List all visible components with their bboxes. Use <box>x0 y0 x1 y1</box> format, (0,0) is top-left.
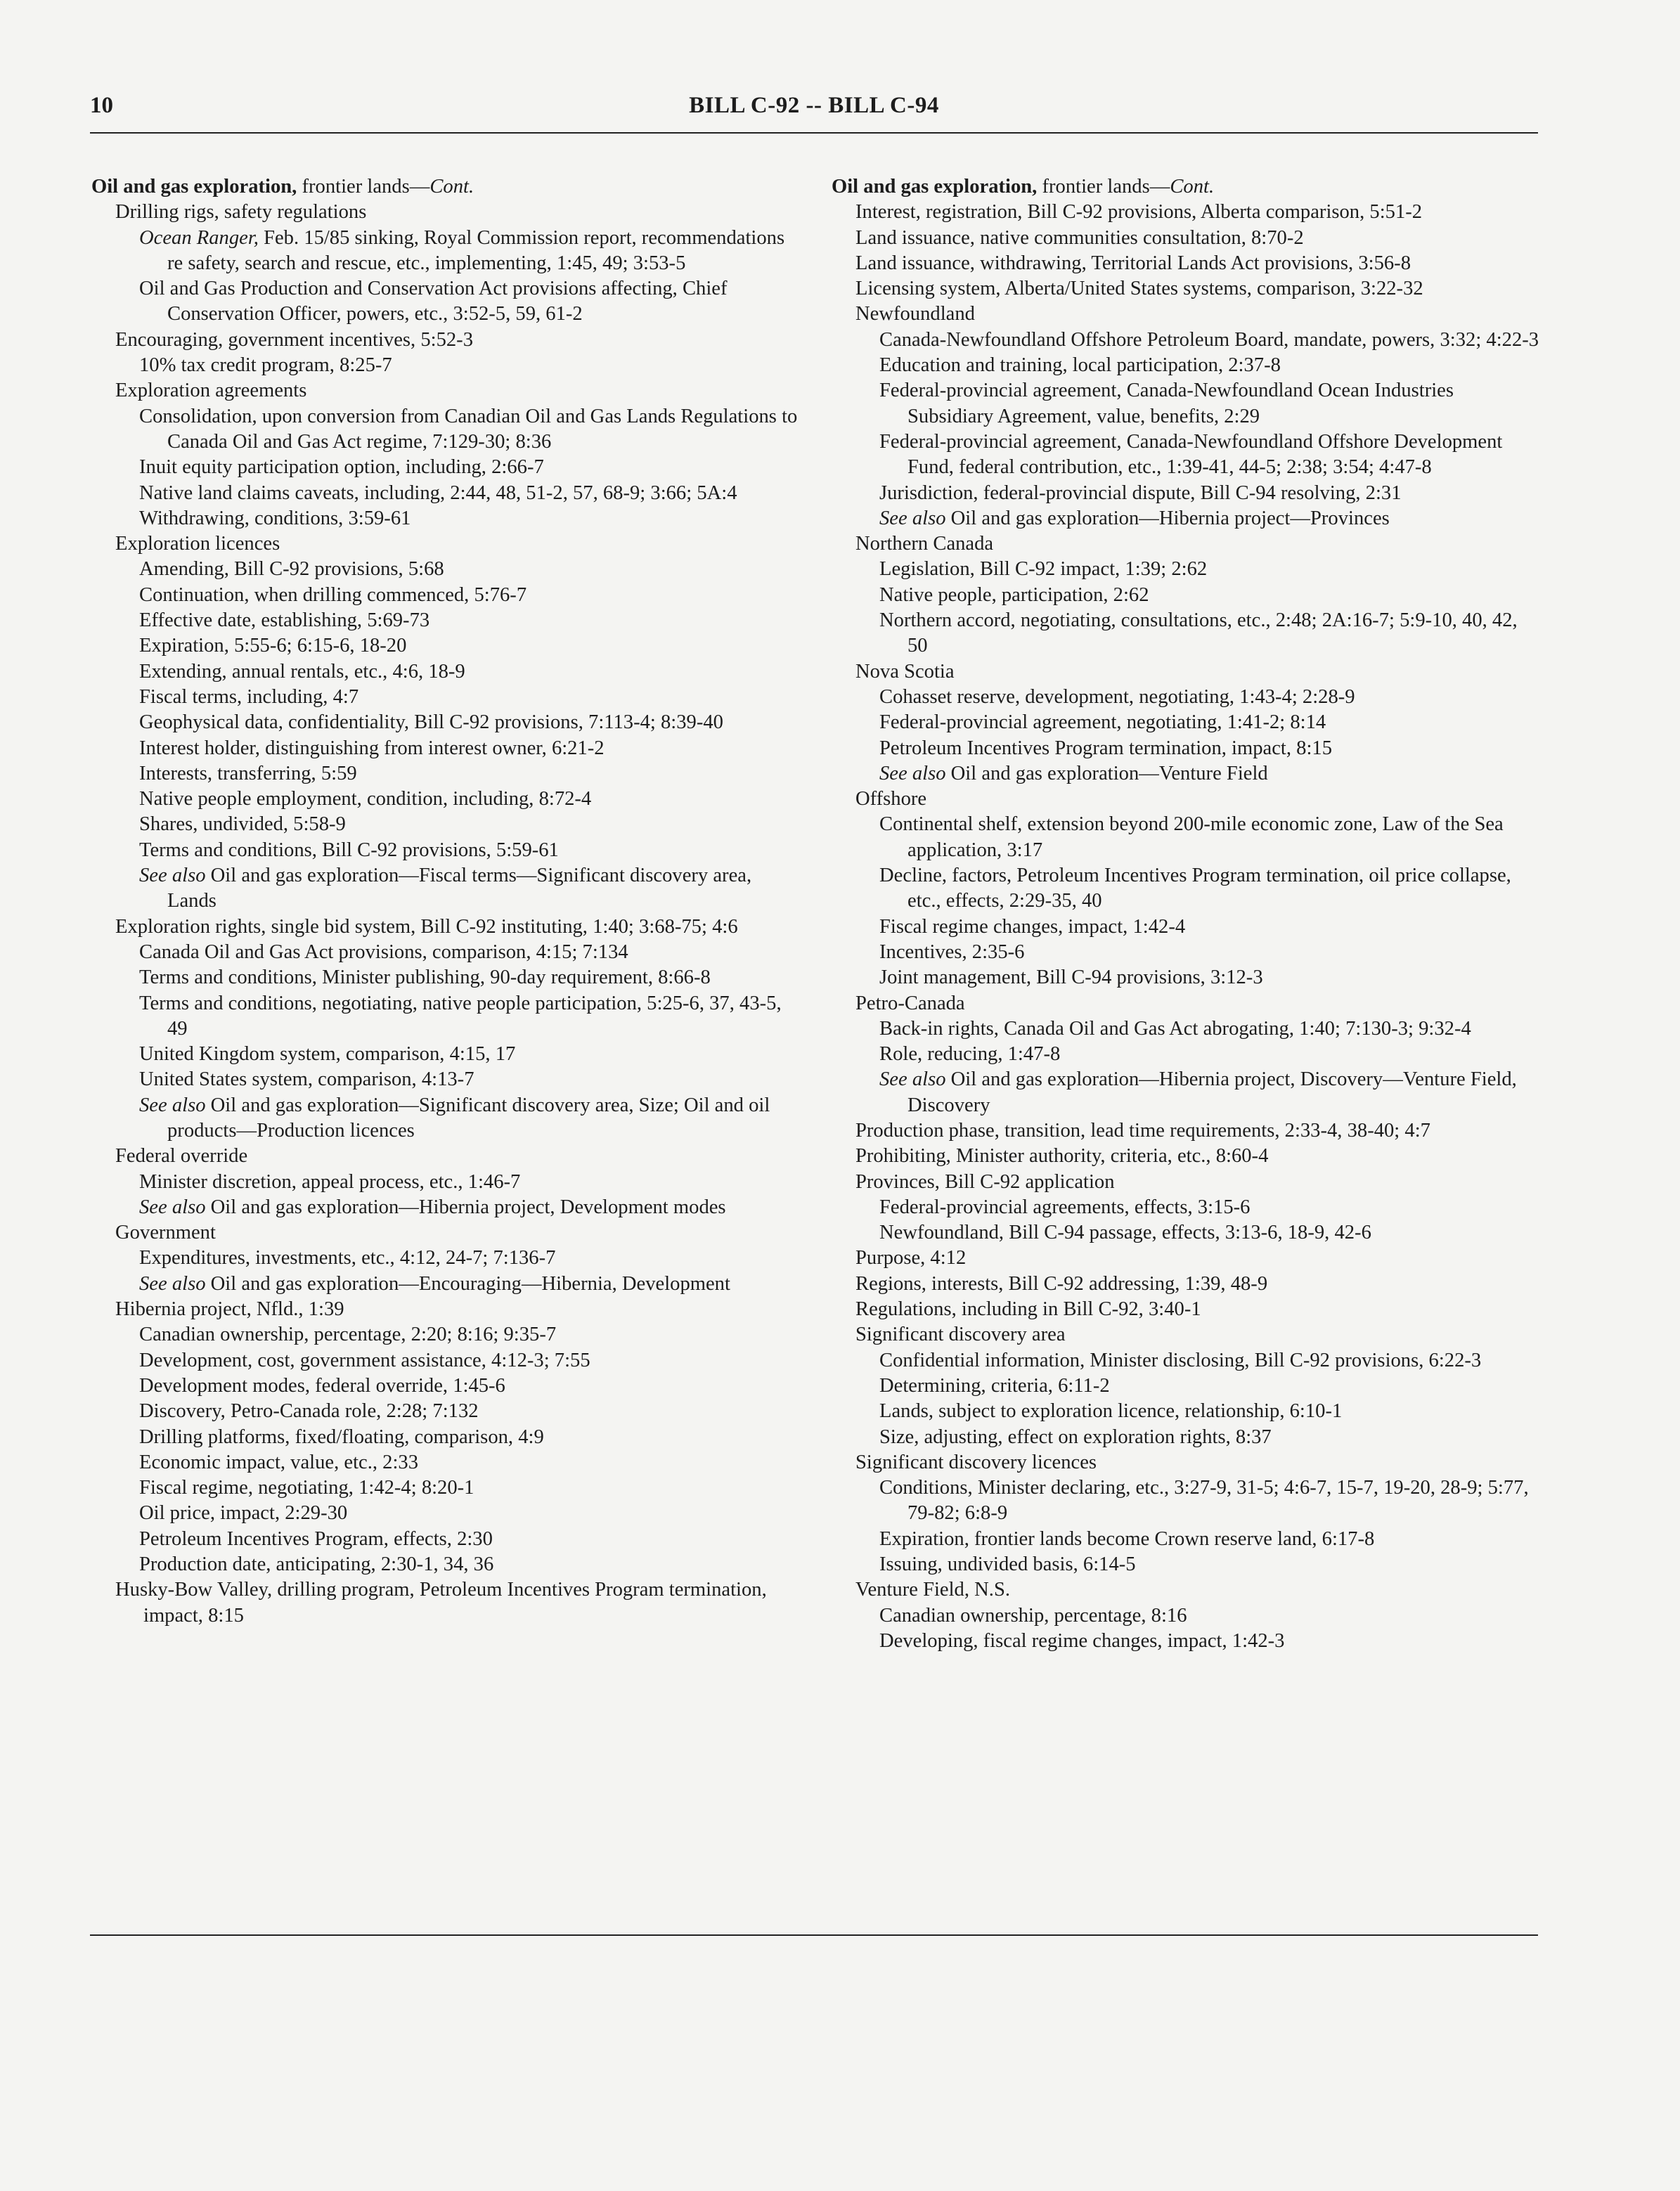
entry-text: United States system, comparison, 4:13-7 <box>139 1068 474 1091</box>
entry-text: Cohasset reserve, development, negotiating, 1:43-4; 2:28-9 <box>879 685 1355 708</box>
index-entry <box>139 685 801 710</box>
entry-text: Federal-provincial agreement, negotiating, 1:41-2; 8:14 <box>879 711 1326 734</box>
index-subheading <box>115 1144 801 1169</box>
entry-text: Newfoundland, Bill C-94 passage, effects, 3:13-6, 18-9, 42-6 <box>879 1222 1371 1244</box>
entry-italic-lead: See also <box>139 1094 206 1116</box>
index-subheading <box>115 200 801 225</box>
index-entry <box>879 736 1542 761</box>
entry-text: Offshore <box>855 788 927 810</box>
header-rule <box>90 132 1538 134</box>
index-entry <box>139 1425 801 1450</box>
entry-text: Development, cost, government assistance, 4:12-3; 7:55 <box>139 1349 590 1371</box>
index-subheading <box>855 302 1542 327</box>
entry-italic-lead: See also <box>879 762 946 784</box>
entry-text: Canada-Newfoundland Offshore Petroleum Board, mandate, powers, 3:32; 4:22-3 <box>879 328 1539 351</box>
index-entry <box>879 710 1542 735</box>
index-entry <box>879 812 1542 863</box>
entry-italic-lead: See also <box>139 1196 206 1218</box>
entry-text: Government <box>115 1222 216 1244</box>
index-entry <box>139 1246 801 1271</box>
entry-text: Oil price, impact, 2:29-30 <box>139 1502 348 1525</box>
entry-text: Land issuance, withdrawing, Territorial Lands Act provisions, 3:56-8 <box>855 252 1411 274</box>
entry-text: Newfoundland <box>855 303 975 325</box>
index-entry <box>139 863 801 914</box>
entry-text: Federal-provincial agreement, Canada-Newfoundland Offshore Development Fund, federal contribution, etc., 1:39-41, 44-5; 2:38; 3:54; 4:47-8 <box>879 430 1503 479</box>
index-entry <box>879 1374 1542 1399</box>
heading-main-term: Oil and gas exploration, <box>832 176 1038 198</box>
index-entry <box>139 276 801 328</box>
entry-text: Prohibiting, Minister authority, criteria, etc., 8:60-4 <box>855 1145 1269 1168</box>
entry-text: Fiscal regime changes, impact, 1:42-4 <box>879 915 1186 938</box>
entry-text: Oil and Gas Production and Conservation Act provisions affecting, Chief Conservation Officer, powers, etc., 3:52-5, 59, 61-2 <box>139 278 728 325</box>
entry-text: Size, adjusting, effect on exploration rights, 8:37 <box>879 1426 1272 1448</box>
index-entry <box>879 1399 1542 1424</box>
entry-text: Licensing system, Alberta/United States systems, comparison, 3:22-32 <box>855 278 1423 300</box>
entry-text: Significant discovery area <box>855 1324 1066 1346</box>
entry-italic-lead: See also <box>139 1272 206 1295</box>
entry-text: Interests, transferring, 5:59 <box>139 762 357 784</box>
entry-text: Husky-Bow Valley, drilling program, Petroleum Incentives Program termination, impact, 8:15 <box>115 1579 767 1627</box>
heading-subterm: frontier lands— <box>1037 176 1170 198</box>
entry-italic-lead: See also <box>879 507 946 529</box>
entry-text: Federal override <box>115 1145 248 1168</box>
index-entry <box>879 557 1542 582</box>
entry-text: United Kingdom system, comparison, 4:15, 17 <box>139 1043 516 1066</box>
index-subheading <box>855 659 1542 685</box>
entry-text: Confidential information, Minister disclosing, Bill C-92 provisions, 6:22-3 <box>879 1349 1482 1371</box>
index-entry <box>139 506 801 531</box>
entry-text: Petroleum Incentives Program termination, impact, 8:15 <box>879 737 1333 759</box>
index-entry <box>139 1042 801 1067</box>
index-subheading <box>115 328 801 353</box>
index-entry <box>879 1603 1542 1629</box>
entry-text: Venture Field, N.S. <box>855 1579 1010 1601</box>
entry-text: Geophysical data, confidentiality, Bill C-92 provisions, 7:113-4; 8:39-40 <box>139 711 723 734</box>
index-entry <box>139 1527 801 1552</box>
entry-text: Role, reducing, 1:47-8 <box>879 1043 1061 1066</box>
index-entry <box>139 736 801 761</box>
index-subheading <box>855 1170 1542 1195</box>
index-column-left <box>91 174 801 1629</box>
entry-text: Native people employment, condition, including, 8:72-4 <box>139 788 592 810</box>
entry-text: Determining, criteria, 6:11-2 <box>879 1374 1110 1397</box>
entry-text: Terms and conditions, Minister publishing, 90-day requirement, 8:66-8 <box>139 967 711 989</box>
index-entry <box>879 914 1542 940</box>
index-entry <box>879 1527 1542 1552</box>
heading-continued: Cont. <box>1170 176 1215 198</box>
index-subheading <box>115 531 801 557</box>
index-entry <box>139 583 801 608</box>
entry-text: Federal-provincial agreement, Canada-Newfoundland Ocean Industries Subsidiary Agreement, value, benefits, 2:29 <box>879 380 1454 427</box>
entry-text: Developing, fiscal regime changes, impact, 1:42-3 <box>879 1629 1285 1652</box>
entry-text: Decline, factors, Petroleum Incentives Program termination, oil price collapse, etc., effects, 2:29-35, 40 <box>879 865 1511 912</box>
index-entry <box>879 1067 1542 1118</box>
index-entry <box>139 1093 801 1144</box>
entry-text: Inuit equity participation option, including, 2:66-7 <box>139 456 544 479</box>
entry-italic-lead: Ocean Ranger, <box>139 226 259 249</box>
index-entry <box>879 940 1542 965</box>
index-entry <box>139 1501 801 1526</box>
entry-text: Withdrawing, conditions, 3:59-61 <box>139 507 411 529</box>
index-subheading <box>855 1144 1542 1169</box>
entry-text: Expiration, 5:55-6; 6:15-6, 18-20 <box>139 635 407 657</box>
entry-text: Oil and gas exploration—Fiscal terms—Significant discovery area, Lands <box>167 865 752 912</box>
entry-text: Back-in rights, Canada Oil and Gas Act abrogating, 1:40; 7:130-3; 9:32-4 <box>879 1017 1471 1040</box>
index-subheading <box>115 1297 801 1322</box>
entry-text: Conditions, Minister declaring, etc., 3:27-9, 31-5; 4:6-7, 15-7, 19-20, 28-9; 5:77, 79-82; 6:8-9 <box>879 1477 1529 1525</box>
index-entry <box>879 429 1542 481</box>
entry-text: Expenditures, investments, etc., 4:12, 24-7; 7:136-7 <box>139 1247 556 1269</box>
heading-continued: Cont. <box>429 176 474 198</box>
index-subheading <box>855 1577 1542 1603</box>
entry-text: Development modes, federal override, 1:45-6 <box>139 1374 505 1397</box>
entry-text: Fiscal terms, including, 4:7 <box>139 685 359 708</box>
entry-text: Continental shelf, extension beyond 200-mile economic zone, Law of the Sea application, 3:17 <box>879 813 1504 861</box>
index-entry <box>139 633 801 659</box>
index-entry <box>139 1322 801 1347</box>
entry-text: Hibernia project, Nfld., 1:39 <box>115 1298 344 1321</box>
entry-text: Petroleum Incentives Program, effects, 2:30 <box>139 1527 493 1550</box>
entry-text: Production phase, transition, lead time requirements, 2:33-4, 38-40; 4:7 <box>855 1119 1430 1142</box>
index-subheading <box>855 251 1542 276</box>
index-entry <box>139 557 801 582</box>
entry-text: Joint management, Bill C-94 provisions, 3:12-3 <box>879 967 1263 989</box>
index-entry <box>879 1629 1542 1654</box>
index-subheading <box>855 991 1542 1016</box>
entry-text: Fiscal regime, negotiating, 1:42-4; 8:20-1 <box>139 1477 474 1499</box>
index-subheading <box>855 1297 1542 1322</box>
entry-text: Regions, interests, Bill C-92 addressing, 1:39, 48-9 <box>855 1272 1268 1295</box>
entry-text: Drilling rigs, safety regulations <box>115 201 367 224</box>
entry-text: Issuing, undivided basis, 6:14-5 <box>879 1553 1136 1576</box>
entry-text: Northern Canada <box>855 533 994 555</box>
index-entry <box>139 1272 801 1297</box>
index-subheading <box>855 1118 1542 1144</box>
entry-text: Petro-Canada <box>855 992 965 1014</box>
entry-text: Production date, anticipating, 2:30-1, 34, 36 <box>139 1553 494 1576</box>
entry-text: Education and training, local participation, 2:37-8 <box>879 354 1281 377</box>
index-entry <box>879 1348 1542 1374</box>
entry-text: Land issuance, native communities consultation, 8:70-2 <box>855 226 1304 249</box>
index-entry <box>879 685 1542 710</box>
index-column-right <box>832 174 1542 1654</box>
index-entry <box>139 353 801 378</box>
index-entry <box>879 328 1542 353</box>
index-entry <box>879 608 1542 659</box>
entry-text: Feb. 15/85 sinking, Royal Commission report, recommendations re safety, search and rescue, etc., implementing, 1:45, 49; 3:53-5 <box>167 226 785 274</box>
entry-text: Purpose, 4:12 <box>855 1247 967 1269</box>
index-subheading <box>855 226 1542 251</box>
entry-text: Canadian ownership, percentage, 2:20; 8:16; 9:35-7 <box>139 1324 557 1346</box>
entry-text: Interest, registration, Bill C-92 provisions, Alberta comparison, 5:51-2 <box>855 201 1423 224</box>
index-entry <box>879 965 1542 990</box>
entry-text: Drilling platforms, fixed/floating, comparison, 4:9 <box>139 1426 544 1448</box>
entry-text: Shares, undivided, 5:58-9 <box>139 813 346 836</box>
index-entry <box>139 1450 801 1475</box>
index-entry <box>139 838 801 863</box>
index-entry <box>879 1220 1542 1246</box>
index-entry <box>139 404 801 455</box>
entry-text: Oil and gas exploration—Venture Field <box>945 762 1268 784</box>
entry-text: Oil and gas exploration—Significant discovery area, Size; Oil and oil products—Production licences <box>167 1094 770 1142</box>
index-entry <box>139 659 801 685</box>
index-subheading <box>855 1246 1542 1271</box>
index-entry <box>879 378 1542 429</box>
index-entry <box>139 455 801 480</box>
index-entry <box>879 1195 1542 1220</box>
heading-main-term: Oil and gas exploration, <box>91 176 297 198</box>
entry-text: Native land claims caveats, including, 2:44, 48, 51-2, 57, 68-9; 3:66; 5A:4 <box>139 481 737 504</box>
page-number: 10 <box>90 93 113 118</box>
entry-text: Extending, annual rentals, etc., 4:6, 18-9 <box>139 660 465 683</box>
index-entry <box>139 1348 801 1374</box>
index-entry <box>139 710 801 735</box>
index-entry <box>139 1475 801 1501</box>
index-entry <box>139 1552 801 1577</box>
entry-text: Jurisdiction, federal-provincial dispute, Bill C-94 resolving, 2:31 <box>879 481 1402 504</box>
index-entry <box>139 812 801 837</box>
index-entry <box>879 1042 1542 1067</box>
index-entry <box>879 481 1542 506</box>
index-entry <box>879 353 1542 378</box>
index-entry <box>879 583 1542 608</box>
entry-text: Economic impact, value, etc., 2:33 <box>139 1451 419 1473</box>
entry-text: Interest holder, distinguishing from interest owner, 6:21-2 <box>139 737 605 759</box>
entry-text: Federal-provincial agreements, effects, 3:15-6 <box>879 1196 1251 1218</box>
index-entry <box>139 787 801 812</box>
page-header <box>90 93 1538 131</box>
entry-text: Discovery, Petro-Canada role, 2:28; 7:132 <box>139 1400 479 1423</box>
entry-text: Incentives, 2:35-6 <box>879 941 1025 963</box>
entry-text: Oil and gas exploration—Encouraging—Hibernia, Development <box>205 1272 730 1295</box>
index-entry <box>139 1399 801 1424</box>
entry-text: Expiration, frontier lands become Crown reserve land, 6:17-8 <box>879 1527 1375 1550</box>
index-entry <box>139 1170 801 1195</box>
column-heading <box>832 174 1542 200</box>
index-entry <box>139 761 801 787</box>
entry-text: Continuation, when drilling commenced, 5:76-7 <box>139 583 527 606</box>
index-entry <box>879 1016 1542 1042</box>
index-entry <box>139 1195 801 1220</box>
entry-text: Encouraging, government incentives, 5:52-3 <box>115 328 473 351</box>
index-subheading <box>115 378 801 403</box>
index-entry <box>139 1067 801 1092</box>
entry-text: Legislation, Bill C-92 impact, 1:39; 2:62 <box>879 558 1208 581</box>
entry-italic-lead: See also <box>879 1068 946 1091</box>
entry-text: Canada Oil and Gas Act provisions, comparison, 4:15; 7:134 <box>139 941 628 963</box>
index-subheading <box>855 1272 1542 1297</box>
index-subheading <box>855 1322 1542 1347</box>
entry-text: Effective date, establishing, 5:69-73 <box>139 609 430 632</box>
index-entry <box>879 761 1542 787</box>
index-subheading <box>855 200 1542 225</box>
index-entry <box>879 1425 1542 1450</box>
entry-text: Consolidation, upon conversion from Canadian Oil and Gas Lands Regulations to Canada Oil and Gas Act regime, 7:129-30; 8:36 <box>139 405 798 453</box>
entry-text: Terms and conditions, negotiating, native people participation, 5:25-6, 37, 43-5, 49 <box>139 992 782 1040</box>
entry-text: Exploration licences <box>115 533 280 555</box>
index-entry <box>139 1374 801 1399</box>
index-entry <box>139 226 801 277</box>
entry-text: Native people, participation, 2:62 <box>879 583 1149 606</box>
entry-text: Terms and conditions, Bill C-92 provisions, 5:59-61 <box>139 839 559 861</box>
index-subheading <box>855 1450 1542 1475</box>
index-subheading <box>115 1577 801 1629</box>
entry-text: Significant discovery licences <box>855 1451 1097 1473</box>
entry-text: Regulations, including in Bill C-92, 3:40-1 <box>855 1298 1201 1321</box>
entry-text: Oil and gas exploration—Hibernia project, Development modes <box>205 1196 726 1218</box>
heading-subterm: frontier lands— <box>297 176 430 198</box>
entry-italic-lead: See also <box>139 865 206 887</box>
entry-text: Exploration rights, single bid system, Bill C-92 instituting, 1:40; 3:68-75; 4:6 <box>115 915 738 938</box>
index-entry <box>139 991 801 1042</box>
entry-text: Minister discretion, appeal process, etc., 1:46-7 <box>139 1170 521 1193</box>
entry-text: Provinces, Bill C-92 application <box>855 1170 1115 1193</box>
entry-text: Lands, subject to exploration licence, relationship, 6:10-1 <box>879 1400 1343 1423</box>
entry-text: Exploration agreements <box>115 380 307 402</box>
index-entry <box>139 940 801 965</box>
index-entry <box>139 481 801 506</box>
index-subheading <box>855 276 1542 302</box>
index-entry <box>879 1475 1542 1527</box>
index-entry <box>879 863 1542 914</box>
footer-rule <box>90 1934 1538 1936</box>
entry-text: Oil and gas exploration—Hibernia project—Provinces <box>945 507 1390 529</box>
column-heading <box>91 174 801 200</box>
index-subheading <box>855 531 1542 557</box>
index-entry <box>879 1552 1542 1577</box>
index-entry <box>139 965 801 990</box>
entry-text: Nova Scotia <box>855 660 955 683</box>
entry-text: Northern accord, negotiating, consultations, etc., 2:48; 2A:16-7; 5:9-10, 40, 42, 50 <box>879 609 1518 657</box>
entry-text: 10% tax credit program, 8:25-7 <box>139 354 392 377</box>
running-head: BILL C-92 -- BILL C-94 <box>689 93 939 118</box>
index-entry <box>139 608 801 633</box>
index-subheading <box>115 914 801 940</box>
index-entry <box>879 506 1542 531</box>
entry-text: Canadian ownership, percentage, 8:16 <box>879 1604 1187 1627</box>
index-subheading <box>855 787 1542 812</box>
entry-text: Amending, Bill C-92 provisions, 5:68 <box>139 558 444 581</box>
entry-text: Oil and gas exploration—Hibernia project, Discovery—Venture Field, Discovery <box>907 1068 1517 1116</box>
index-subheading <box>115 1220 801 1246</box>
